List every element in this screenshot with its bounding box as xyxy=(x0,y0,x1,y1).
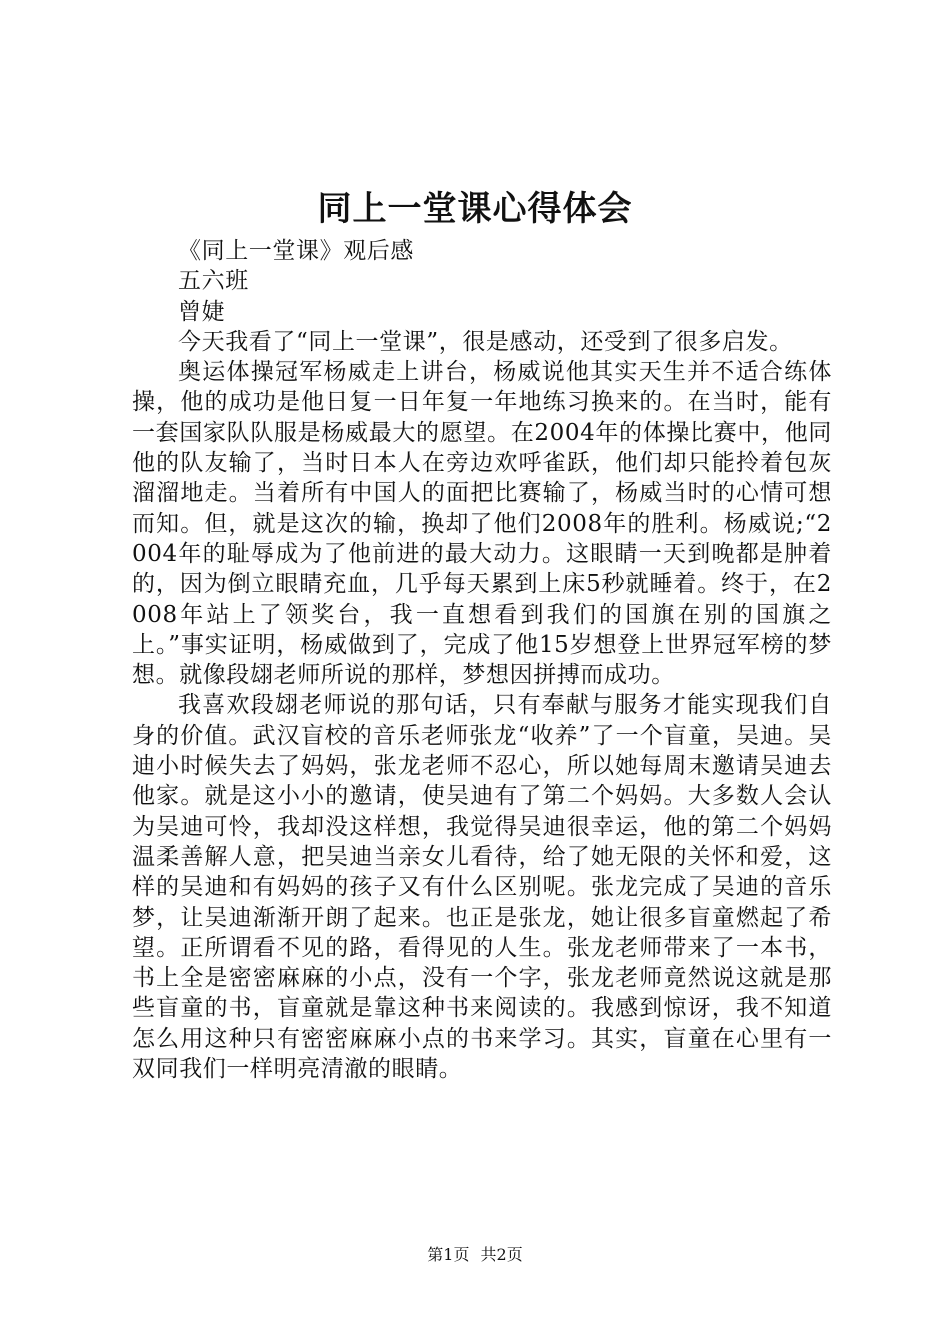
paragraph-zhanglong: 我喜欢段翃老师说的那句话，只有奉献与服务才能实现我们自身的价值。武汉盲校的音乐老师张龙“收养”了一个盲童，吴迪。吴迪小时候失去了妈妈，张龙老师不忍心，所以她每周末邀请吴迪去他家。就是这小小的邀请，使吴迪有了第二个妈妈。大多数人会认为吴迪可怜，我却没这样想，我觉得吴迪很幸运，他的第二个妈妈温柔善解人意，把吴迪当亲女儿看待，给了她无限的关怀和爱，这样的吴迪和有妈妈的孩子又有什么区别呢。张龙完成了吴迪的音乐梦，让吴迪渐渐开朗了起来。也正是张龙，她让很多盲童燃起了希望。正所谓看不见的路，看得见的人生。张龙老师带来了一本书，书上全是密密麻麻的小点，没有一个字，张龙老师竟然说这就是那些盲童的书，盲童就是靠这种书来阅读的。我感到惊讶，我不知道怎么用这种只有密密麻麻小点的书来学习。其实，盲童在心里有一双同我们一样明亮清澈的眼睛。 xyxy=(132,692,832,1083)
paragraph-intro: 今天我看了“同上一堂课”，很是感动，还受到了很多启发。 xyxy=(178,328,793,355)
paragraph-yangwei: 奥运体操冠军杨威走上讲台，杨威说他其实天生并不适合练体操，他的成功是他日复一日年复一年地练习换来的。在当时，能有一套国家队队服是杨威最大的愿望。在2004年的体操比赛中，他同他的队友输了，当时日本人在旁边欢呼雀跃，他们却只能拎着包灰溜溜地走。当着所有中国人的面把比赛输了，杨威当时的心情可想而知。但，就是这次的输，换却了他们2008年的胜利。杨威说;“2004年的耻辱成为了他前进的最大动力。这眼睛一天到晚都是肿着的，因为倒立眼睛充血，几乎每天累到上床5秒就睡着。终于，在2008年站上了领奖台，我一直想看到我们的国旗在别的国旗之上。”事实证明，杨威做到了，完成了他15岁想登上世界冠军榜的梦想。就像段翃老师所说的那样，梦想因拼搏而成功。 xyxy=(132,359,832,689)
document-title: 同上一堂课心得体会 xyxy=(317,189,633,229)
page-total: 共2页 xyxy=(480,1245,523,1264)
page-footer xyxy=(0,1244,950,1266)
author-line: 曾婕 xyxy=(178,298,226,325)
subtitle-line: 《同上一堂课》观后感 xyxy=(178,238,414,264)
document-body xyxy=(132,236,832,1084)
page-number: 第1页 xyxy=(427,1245,470,1264)
class-line: 五六班 xyxy=(178,268,249,295)
